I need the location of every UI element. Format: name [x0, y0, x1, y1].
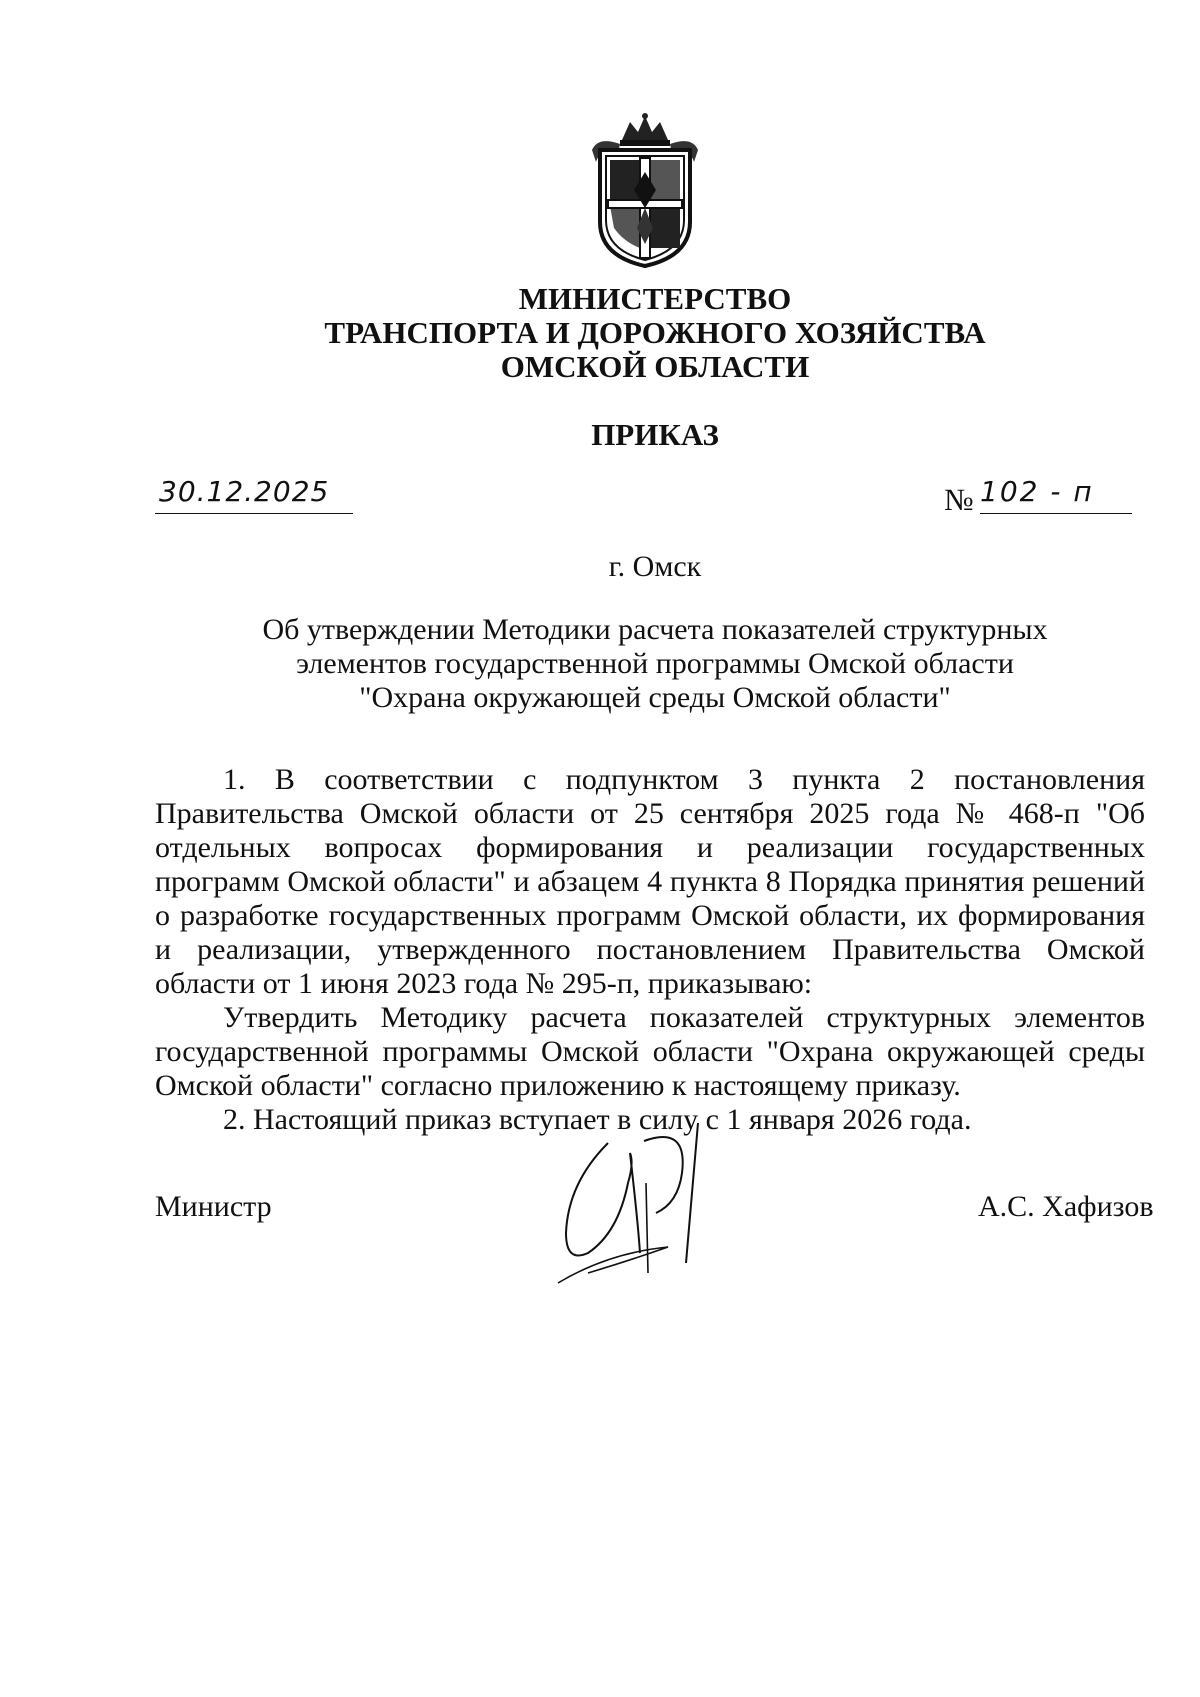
order-number-field — [980, 477, 1132, 514]
order-number-label: № — [944, 482, 974, 517]
order-date: 30.12.2025 — [159, 475, 330, 508]
order-body — [155, 763, 1145, 1137]
subject-line-1: Об утверждении Методики расчета показателей структурных — [262, 613, 1048, 646]
order-number: 102 - п — [980, 475, 1094, 508]
handwritten-signature-icon — [548, 1123, 748, 1293]
subject-line-2: элементов государственной программы Омской области — [296, 647, 1014, 680]
body-paragraph-2: Утвердить Методику расчета показателей структурных элементов государственной программы Омской области "Охрана окружающей среды Омской области" согласно приложению к настоящему приказу. — [155, 1001, 1145, 1102]
omsk-coat-of-arms-icon — [584, 110, 706, 268]
ministry-line-3: ОМСКОЙ ОБЛАСТИ — [500, 349, 810, 384]
ministry-line-2: ТРАНСПОРТА И ДОРОЖНОГО ХОЗЯЙСТВА — [324, 315, 986, 350]
order-subject — [0, 613, 1200, 715]
ministry-name — [0, 282, 1200, 384]
city-name: г. Омск — [608, 550, 702, 583]
order-date-field — [155, 477, 353, 514]
body-paragraph-1: 1. В соответствии с подпунктом 3 пункта 2 постановления Правительства Омской области от 25 сентября 2025 года № 468-п "Об отдельных вопросах формирования и реализации государственных программ Омской области" и абзацем 4 пункта 8 Порядка принятия решений о разработке государственных программ Омской области, их формирования и реализации, утвержденного постановлением Правительства Омской области от 1 июня 2023 года № 295-п, приказываю: — [155, 763, 1145, 1000]
signer-name: А.С. Хафизов — [978, 1190, 1154, 1223]
ministry-line-1: МИНИСТЕРСТВО — [518, 281, 792, 316]
signer-position: Министр — [155, 1190, 272, 1223]
body-paragraph-3: 2. Настоящий приказ вступает в силу с 1 января 2026 года. — [223, 1103, 972, 1136]
document-type-title: ПРИКАЗ — [591, 417, 719, 452]
subject-line-3: "Охрана окружающей среды Омской области" — [359, 681, 951, 714]
